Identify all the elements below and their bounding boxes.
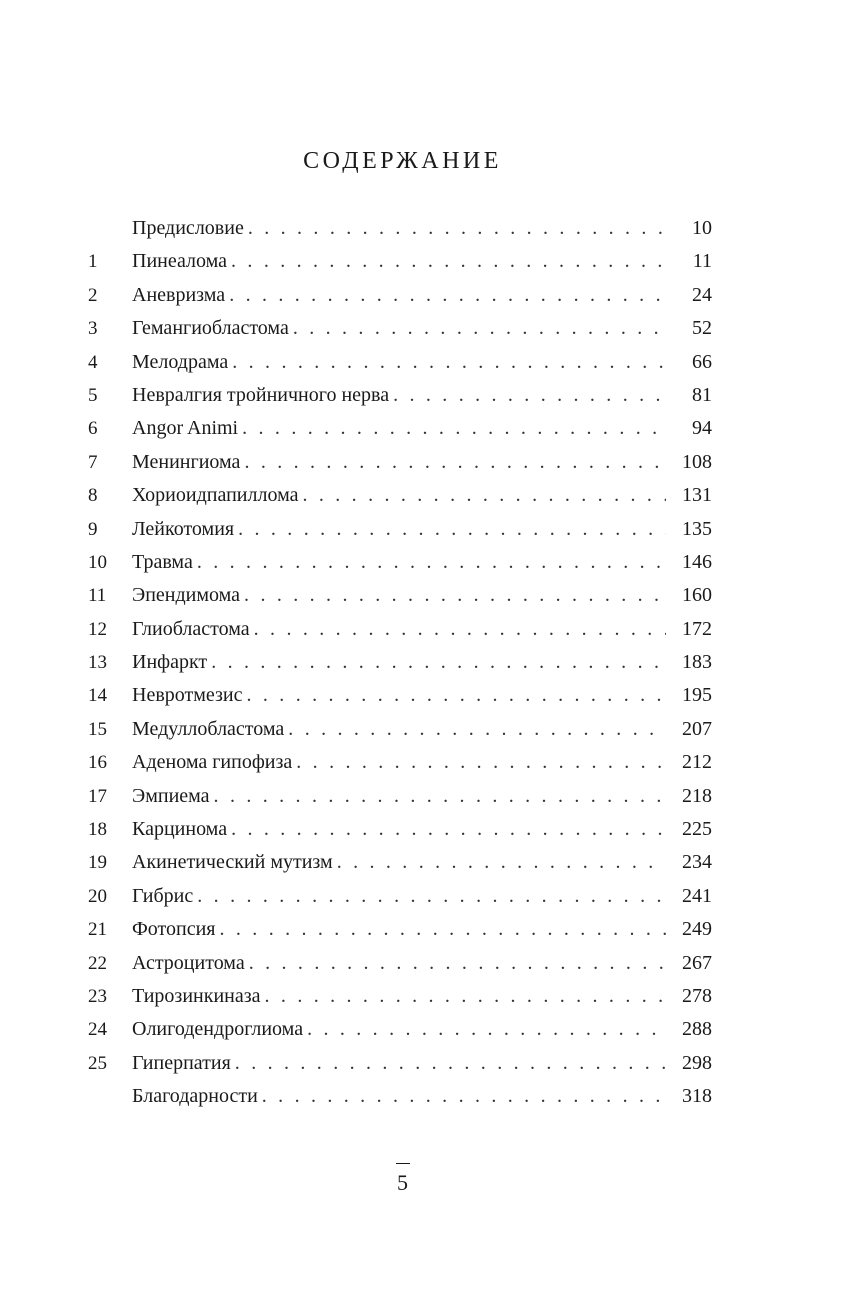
toc-entry — [82, 713, 712, 746]
chapter-title: Эпендимома — [132, 584, 241, 607]
toc-entry — [82, 579, 712, 612]
toc-entry — [82, 479, 712, 512]
toc-entry — [82, 679, 712, 712]
chapter-title: Хориоидпапиллома — [132, 484, 299, 507]
toc-entry — [82, 913, 712, 946]
chapter-page-number: 218 — [682, 784, 712, 807]
folio-rule — [396, 1163, 410, 1164]
chapter-number: 24 — [88, 1019, 107, 1041]
dot-leader — [244, 579, 666, 612]
dot-leader — [197, 546, 666, 579]
toc-entry — [82, 1080, 712, 1113]
chapter-title: Благодарности — [132, 1085, 258, 1108]
chapter-title: Инфаркт — [132, 651, 208, 674]
chapter-number: 14 — [88, 685, 107, 707]
dot-leader — [293, 312, 666, 345]
chapter-number: 18 — [88, 819, 107, 841]
chapter-page-number: 225 — [682, 818, 712, 841]
toc-entry — [82, 212, 712, 245]
chapter-page-number: 135 — [682, 517, 712, 540]
dot-leader — [249, 947, 666, 980]
dot-leader — [231, 245, 666, 278]
toc-entry — [82, 279, 712, 312]
chapter-title: Angor Animi — [132, 417, 239, 440]
chapter-page-number: 288 — [682, 1018, 712, 1041]
chapter-page-number: 207 — [682, 717, 712, 740]
dot-leader — [211, 646, 666, 679]
toc-entry — [82, 947, 712, 980]
toc-entry — [82, 245, 712, 278]
chapter-title: Гибрис — [132, 884, 194, 907]
chapter-number: 7 — [88, 451, 98, 473]
chapter-page-number: 10 — [692, 217, 712, 239]
chapter-number: 8 — [88, 485, 98, 507]
dot-leader — [265, 980, 666, 1013]
chapter-title: Олигодендроглиома — [132, 1018, 304, 1041]
chapter-page-number: 11 — [692, 250, 712, 273]
table-of-contents — [82, 212, 712, 1114]
dot-leader — [238, 513, 666, 546]
chapter-page-number: 195 — [682, 684, 712, 707]
chapter-title: Менингиома — [132, 450, 241, 473]
dot-leader — [229, 279, 666, 312]
dot-leader — [254, 613, 666, 646]
dot-leader — [197, 880, 666, 913]
dot-leader — [307, 1013, 666, 1046]
toc-entry — [82, 312, 712, 345]
chapter-number: 10 — [88, 551, 107, 573]
chapter-title: Тирозинкиназа — [132, 984, 261, 1007]
chapter-title: Фотопсия — [132, 918, 216, 941]
dot-leader — [214, 780, 666, 813]
toc-entry — [82, 880, 712, 913]
toc-entry — [82, 980, 712, 1013]
chapter-page-number: 298 — [682, 1051, 712, 1074]
chapter-title: Аневризма — [132, 283, 226, 306]
dot-leader — [232, 346, 666, 379]
chapter-title: Гемангиобластома — [132, 317, 289, 340]
chapter-number: 3 — [88, 318, 98, 340]
dot-leader — [242, 412, 666, 445]
chapter-number: 12 — [88, 618, 107, 640]
chapter-title: Акинетический мутизм — [132, 851, 333, 874]
toc-entry — [82, 1013, 712, 1046]
chapter-title: Гиперпатия — [132, 1051, 231, 1074]
chapter-page-number: 267 — [682, 951, 712, 974]
chapter-title: Мелодрама — [132, 350, 229, 373]
chapter-page-number: 160 — [682, 584, 712, 607]
chapter-title: Медуллобластома — [132, 717, 285, 740]
chapter-page-number: 108 — [682, 450, 712, 473]
chapter-page-number: 94 — [692, 417, 712, 440]
chapter-number: 21 — [88, 919, 107, 941]
chapter-number: 5 — [88, 384, 98, 406]
chapter-number: 13 — [88, 652, 107, 674]
chapter-title: Аденома гипофиза — [132, 751, 293, 774]
dot-leader — [248, 212, 666, 245]
chapter-number: 20 — [88, 885, 107, 907]
toc-entry — [82, 846, 712, 879]
page-number: 5 — [397, 1170, 408, 1195]
chapter-page-number: 278 — [682, 984, 712, 1007]
chapter-page-number: 183 — [682, 651, 712, 674]
chapter-number: 11 — [88, 585, 107, 607]
dot-leader — [235, 1047, 666, 1080]
toc-entry — [82, 746, 712, 779]
dot-leader — [262, 1080, 666, 1113]
chapter-page-number: 172 — [682, 617, 712, 640]
dot-leader — [231, 813, 666, 846]
chapter-number: 9 — [88, 518, 98, 540]
toc-entry — [82, 1047, 712, 1080]
toc-entry — [82, 546, 712, 579]
toc-entry — [82, 446, 712, 479]
chapter-title: Астроцитома — [132, 951, 245, 974]
toc-entry — [82, 646, 712, 679]
chapter-number: 15 — [88, 718, 107, 740]
dot-leader — [302, 479, 666, 512]
dot-leader — [296, 746, 666, 779]
chapter-number: 22 — [88, 952, 107, 974]
chapter-page-number: 318 — [682, 1085, 712, 1108]
chapter-page-number: 146 — [682, 550, 712, 573]
page-title: СОДЕРЖАНИЕ — [303, 148, 502, 174]
chapter-page-number: 241 — [682, 884, 712, 907]
chapter-number: 23 — [88, 985, 107, 1007]
chapter-title: Пинеалома — [132, 250, 228, 273]
dot-leader — [288, 713, 666, 746]
chapter-title: Эмпиема — [132, 784, 210, 807]
chapter-number: 19 — [88, 852, 107, 874]
chapter-number: 6 — [88, 418, 98, 440]
chapter-number: 16 — [88, 752, 107, 774]
chapter-title: Глиобластома — [132, 617, 250, 640]
chapter-title: Невралгия тройничного нерва — [132, 383, 390, 406]
chapter-number: 1 — [88, 251, 98, 273]
toc-entry — [82, 813, 712, 846]
chapter-number: 17 — [88, 785, 107, 807]
chapter-page-number: 24 — [692, 283, 712, 306]
chapter-page-number: 212 — [682, 751, 712, 774]
chapter-number: 4 — [88, 351, 98, 373]
chapter-title: Предисловие — [132, 217, 244, 239]
toc-entry — [82, 412, 712, 445]
dot-leader — [393, 379, 666, 412]
chapter-title: Лейкотомия — [132, 517, 235, 540]
dot-leader — [220, 913, 667, 946]
chapter-title: Карцинома — [132, 818, 228, 841]
chapter-page-number: 249 — [682, 918, 712, 941]
chapter-page-number: 81 — [692, 383, 712, 406]
toc-entry — [82, 780, 712, 813]
chapter-title: Невротмезис — [132, 684, 243, 707]
chapter-number: 25 — [88, 1052, 107, 1074]
toc-entry — [82, 613, 712, 646]
toc-entry — [82, 379, 712, 412]
dot-leader — [337, 846, 666, 879]
chapter-page-number: 66 — [692, 350, 712, 373]
chapter-page-number: 131 — [682, 484, 712, 507]
toc-entry — [82, 346, 712, 379]
chapter-page-number: 52 — [692, 317, 712, 340]
chapter-page-number: 234 — [682, 851, 712, 874]
chapter-number: 2 — [88, 284, 98, 306]
chapter-title: Травма — [132, 550, 193, 573]
toc-entry — [82, 513, 712, 546]
dot-leader — [247, 679, 667, 712]
dot-leader — [244, 446, 666, 479]
